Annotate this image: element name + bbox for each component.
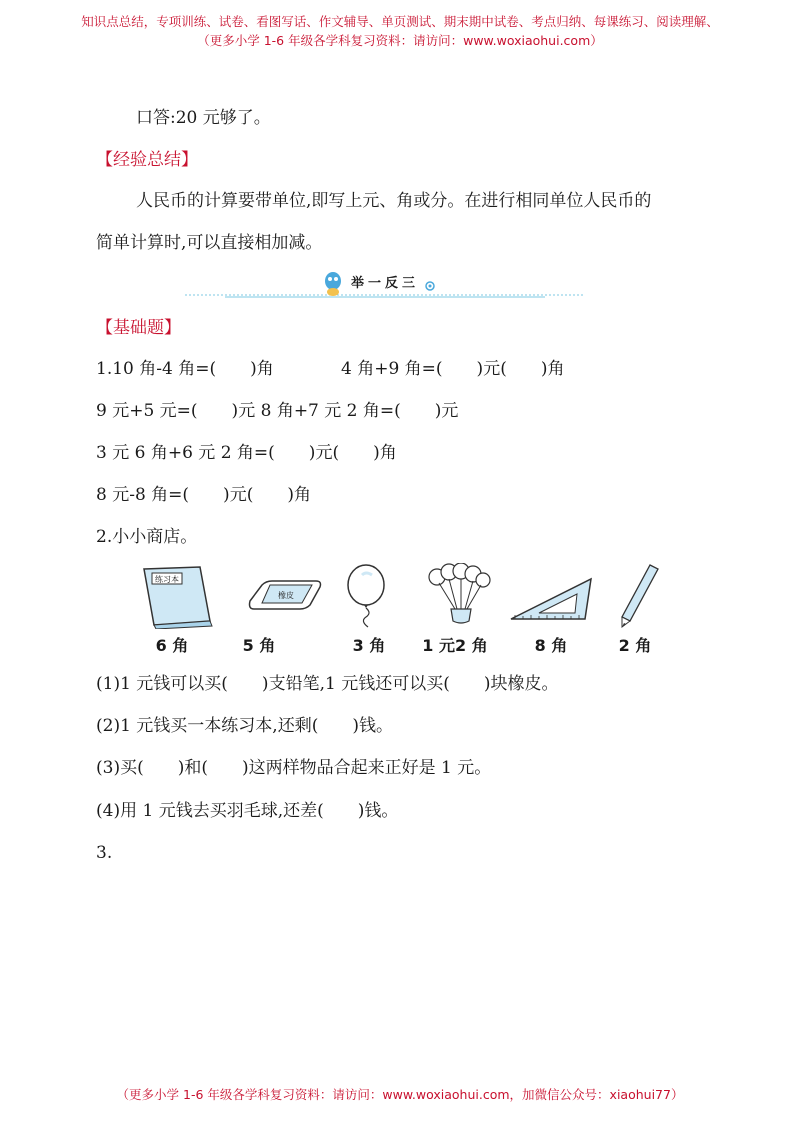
set-square-item: [505, 563, 595, 629]
notebook-label: 练习本: [155, 575, 179, 584]
eraser-item: [240, 563, 330, 629]
mascot-icon: [325, 272, 341, 296]
eraser-icon: [240, 563, 330, 629]
shuttlecock-item: [415, 563, 505, 629]
q1-row2: 9 元+5 元=( )元 8 角+7 元 2 角=( )元: [96, 401, 459, 421]
summary-line-1: 人民币的计算要带单位,即写上元、角或分。在进行相同单位人民币的: [136, 191, 652, 211]
balloon-item: [326, 563, 416, 629]
eraser-label: 橡皮: [278, 591, 294, 600]
set-square-icon: [505, 563, 595, 629]
summary-title: 【经验总结】: [96, 150, 198, 170]
basics-title: 【基础题】: [96, 318, 181, 338]
banner-graphic: [185, 268, 585, 302]
price-eraser: 5 角: [242, 636, 276, 655]
q2-sub3: (3)买( )和( )这两样物品合起来正好是 1 元。: [96, 758, 492, 778]
price-pencil: 2 角: [618, 636, 652, 655]
shuttlecock-icon: [415, 563, 505, 629]
q2-sub2: (2)1 元钱买一本练习本,还剩( )钱。: [96, 716, 393, 736]
q2-sub4: (4)用 1 元钱去买羽毛球,还差( )钱。: [96, 801, 399, 821]
price-notebook: 6 角: [155, 636, 189, 655]
header-line-1: 知识点总结，专项训练、试卷、看图写话、作文辅导、单页测试、期末期中试卷、考点归纳、每课练习、阅读理解、: [81, 14, 719, 29]
section-banner: [185, 268, 585, 302]
q1-row4: 8 元-8 角=( )元( )角: [96, 485, 311, 505]
price-shuttlecock: 1 元2 角: [422, 636, 488, 655]
notebook-item: [138, 563, 228, 629]
q2-sub1: (1)1 元钱可以买( )支铅笔,1 元钱还可以买( )块橡皮。: [96, 674, 559, 694]
header-line-2: （更多小学 1-6 年级各学科复习资料：请访问：www.woxiaohui.com）: [197, 33, 603, 48]
banner-text: 举一反三: [350, 276, 420, 291]
swirl-icon: [426, 282, 434, 290]
pencil-icon: [596, 563, 686, 629]
q1-row1-a: 1.10 角-4 角=( )角: [96, 359, 274, 379]
pencil-item: [596, 563, 686, 629]
price-balloon: 3 角: [352, 636, 386, 655]
balloon-icon: [326, 563, 416, 629]
price-set-square: 8 角: [534, 636, 568, 655]
summary-line-2: 简单计算时,可以直接相加减。: [96, 233, 323, 253]
q1-row1-b: 4 角+9 角=( )元( )角: [341, 359, 565, 379]
footer-text: （更多小学 1-6 年级各学科复习资料：请访问：www.woxiaohui.com，加微信公众号：xiaohui77）: [116, 1087, 684, 1102]
q3-title: 3.: [96, 843, 113, 863]
q2-title: 2.小小商店。: [96, 527, 198, 547]
notebook-icon: [138, 563, 228, 629]
answer-text: 口答:20 元够了。: [136, 108, 271, 128]
q1-row3: 3 元 6 角+6 元 2 角=( )元( )角: [96, 443, 397, 463]
